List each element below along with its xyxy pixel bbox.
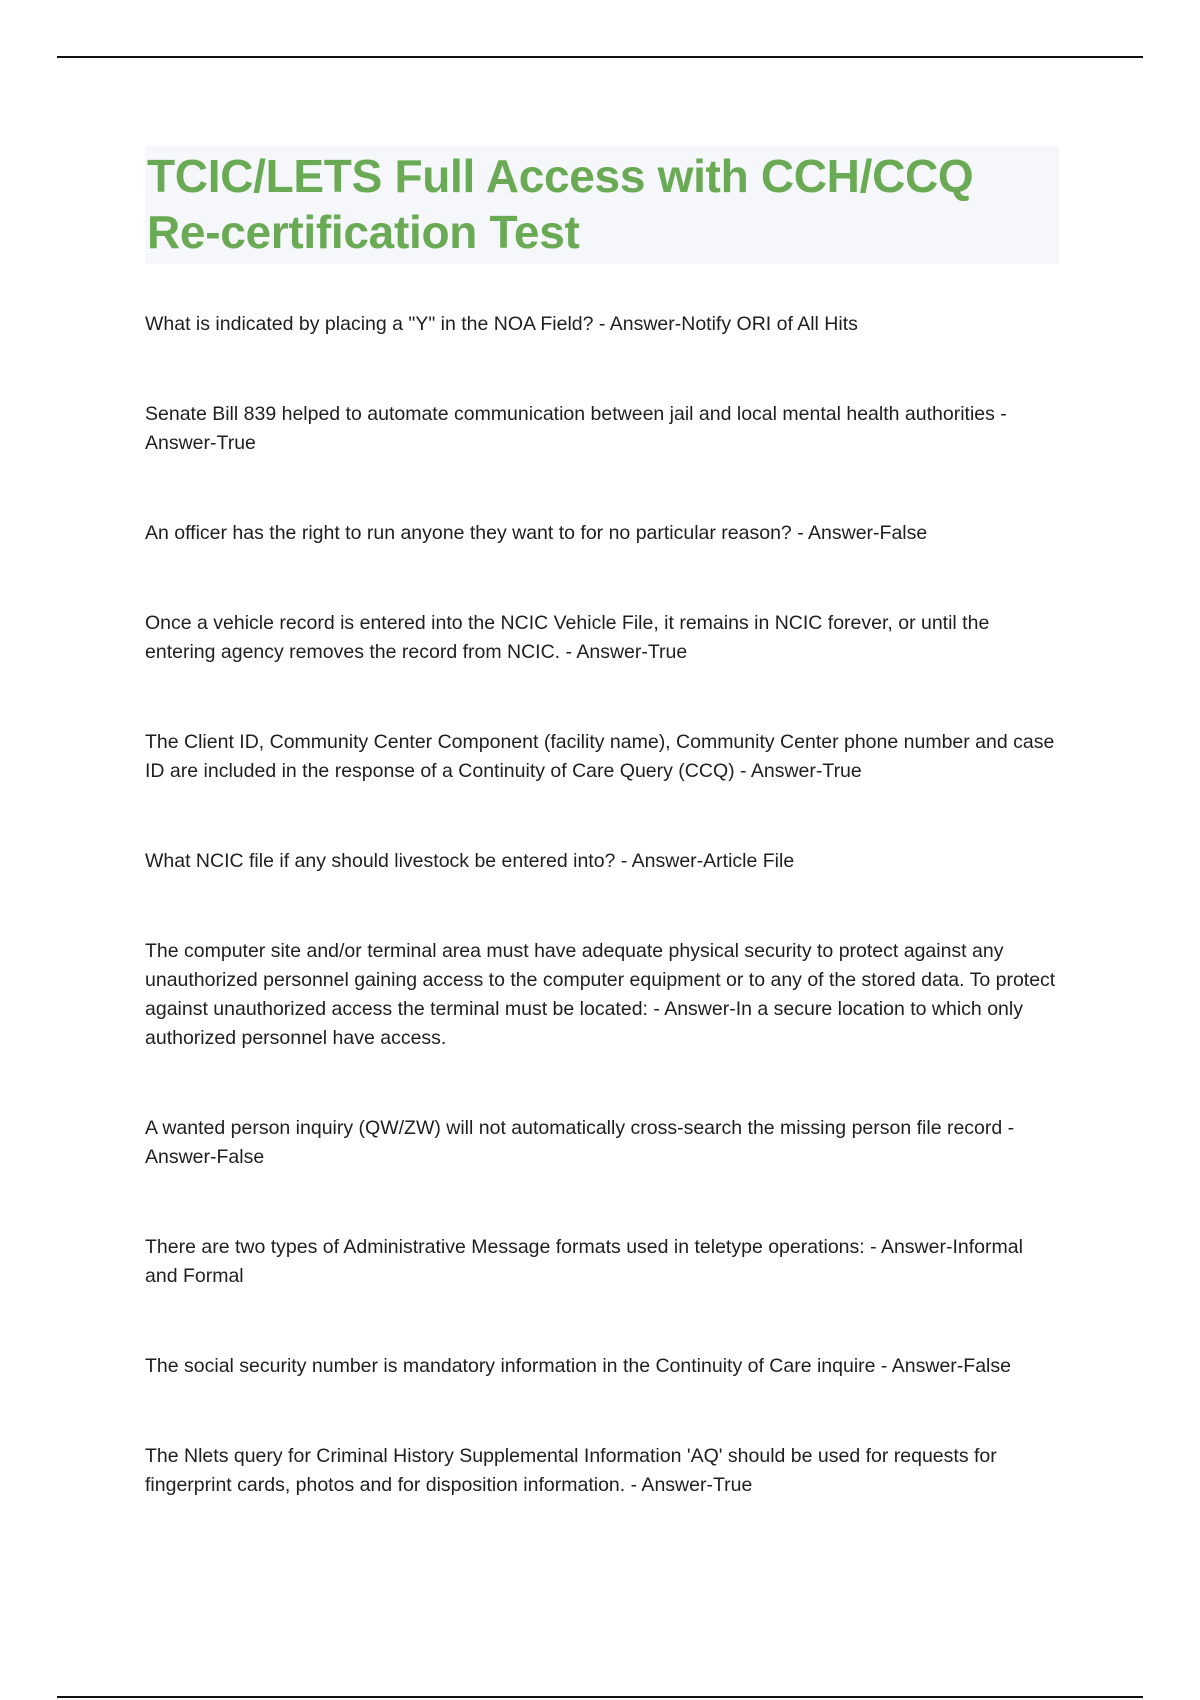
qa-item: An officer has the right to run anyone they want to for no particular reason? - Answer-False [145, 522, 928, 544]
qa-item: What is indicated by placing a "Y" in the NOA Field? - Answer-Notify ORI of All Hits [145, 313, 858, 335]
top-rule [57, 56, 1143, 58]
qa-item: The computer site and/or terminal area must have adequate physical security to protect against any unauthorized personnel gaining access to the computer equipment or to any of the stored data. To protect against unauthorized access the terminal must be located: - Answer-In a secure location to which only authorized personnel have access. [145, 940, 1056, 1049]
qa-item: The social security number is mandatory information in the Continuity of Care inquire - Answer-False [145, 1355, 1011, 1377]
qa-item: The Client ID, Community Center Component (facility name), Community Center phone number and case ID are included in the response of a Continuity of Care Query (CCQ) - Answer-True [145, 731, 1055, 782]
qa-item: Once a vehicle record is entered into the NCIC Vehicle File, it remains in NCIC forever, or until the entering agency removes the record from NCIC. - Answer-True [145, 612, 990, 663]
title-box [145, 146, 1059, 264]
qa-item: A wanted person inquiry (QW/ZW) will not automatically cross-search the missing person file record - Answer-False [145, 1117, 1015, 1168]
qa-item: Senate Bill 839 helped to automate communication between jail and local mental health authorities - Answer-True [145, 403, 1007, 454]
qa-item: The Nlets query for Criminal History Supplemental Information 'AQ' should be used for requests for fingerprint cards, photos and for disposition information. - Answer-True [145, 1445, 997, 1496]
document-body [145, 146, 1059, 1561]
qa-list [145, 310, 1059, 1500]
qa-item: There are two types of Administrative Message formats used in teletype operations: - Answer-Informal and Formal [145, 1236, 1023, 1287]
document-title: TCIC/LETS Full Access with CCH/CCQ Re-certification Test [147, 150, 974, 258]
bottom-rule [57, 1696, 1143, 1698]
qa-item: What NCIC file if any should livestock be entered into? - Answer-Article File [145, 850, 795, 872]
